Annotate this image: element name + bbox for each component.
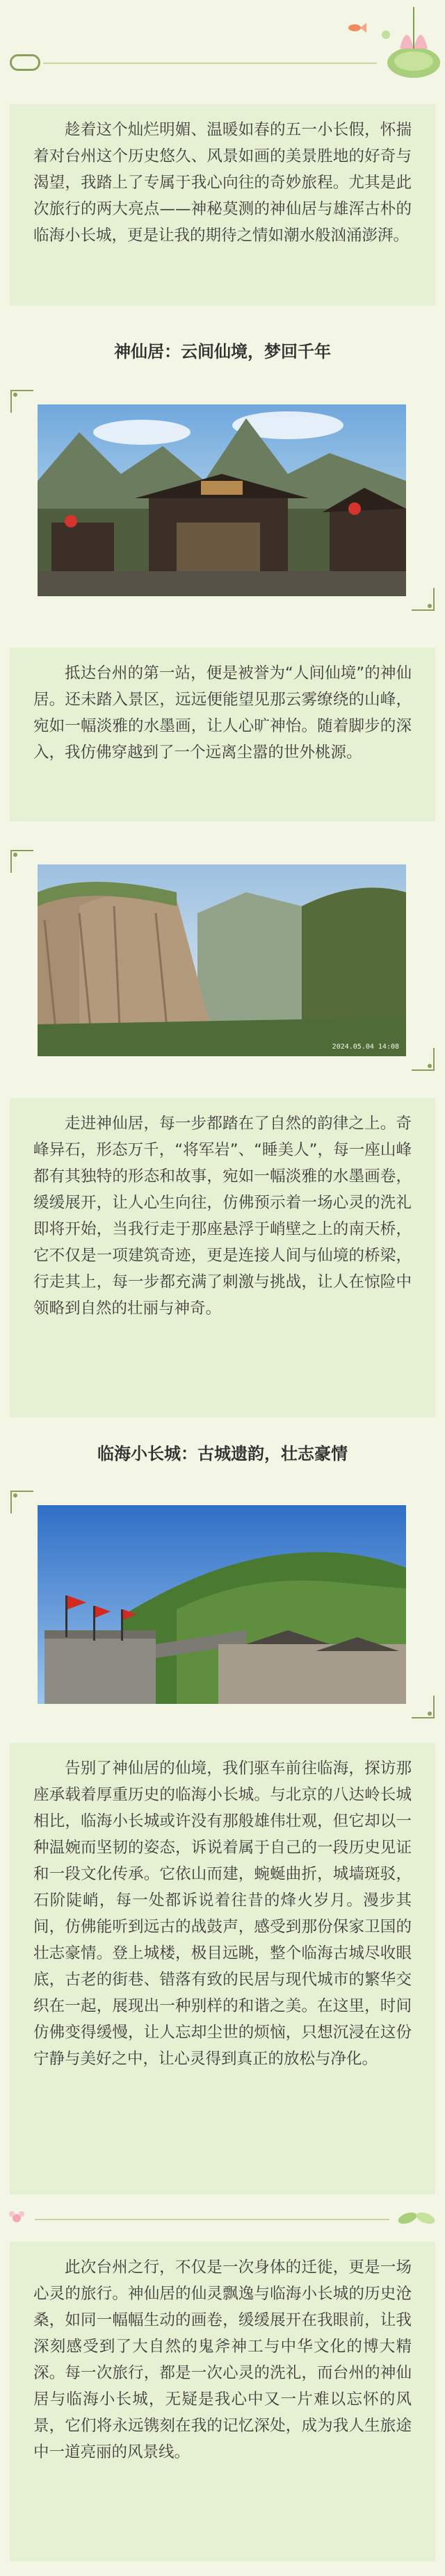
flower-icon	[9, 2211, 24, 2222]
intro-paragraph: 趁着这个灿烂明媚、温暖如春的五一小长假，怀揣着对台州这个历史悠久、风景如画的美景胜地的好奇与渴望，我踏上了专属于我心向往的奇妙旅程。尤其是此次旅行的两大亮点——神秘莫测的神仙居与雄浑古朴的临海小长城，更是让我的期待之情如潮水般汹涌澎湃。	[33, 121, 412, 245]
photo-timestamp: 2024.05.04 14:08	[332, 1043, 399, 1051]
section2-paragraph: 告别了神仙居的仙境，我们驱车前往临海，探访那座承载着厚重历史的临海小长城。与北京的八达岭长城相比，临海小长城或许没有那般雄伟壮观，但它却以一种温婉而坚韧的姿态，诉说着属于自己的一段历史见证和一段文化传承。它依山而建，蜿蜒曲折，城墙斑驳，石阶陡峭，每一处都诉说着往昔的烽火岁月。漫步其间，仿佛能听到远古的战鼓声，感受到那份保家卫国的壮志豪情。登上城楼，极目远眺，整个临海古城尽收眼底，古老的街巷、错落有致的民居与现代城市的繁华交织在一起，展现出一种别样的和谐之美。在这里，时间仿佛变得缓慢，让人忘却尘世的烦恼，只想沉浸在这份宁静与美好之中，让心灵得到真正的放松与净化。	[33, 1759, 412, 2068]
corner-ornament-top-left	[10, 1490, 35, 1515]
divider-line	[43, 63, 377, 64]
section1-paragraph-1: 抵达台州的第一站，便是被誉为“人间仙境”的神仙居。还未踏入景区，远远便能望见那云雾缭绕的山峰，宛如一幅淡雅的水墨画，让人心旷神怡。随着脚步的深入，我仿佛穿越到了一个远离尘嚣的世外桃源。	[33, 664, 412, 762]
top-decoration	[0, 0, 445, 104]
section1-card-1	[10, 648, 435, 821]
shenxianju-cliffs-photo	[38, 864, 406, 1056]
section1-paragraph-2: 走进神仙居，每一步都踏在了自然的韵律之上。奇峰异石，形态万千，“将军岩”、“睡美人”，每一座山峰都有其独特的形态和故事，宛如一幅淡雅的水墨画卷，缓缓展开，让人心生向往，仿佛预示着一场心灵的洗礼即将开始，当我行走于那座悬浮于峭壁之上的南天桥，它不仅是一项建筑奇迹，更是连接人间与仙境的桥梁，行走其上，每一步都充满了刺激与挑战，让人在惊险中领略到自然的壮丽与神奇。	[33, 1115, 412, 1318]
intro-card	[10, 104, 435, 306]
section2-heading: 临海小长城：古城遗韵，壮志豪情	[97, 1444, 348, 1463]
leaf-icon	[396, 2210, 436, 2226]
pill-ornament	[10, 54, 40, 71]
section1-card-2	[10, 1098, 435, 1418]
section2-card	[10, 1743, 435, 2194]
shenxianju-gate-photo	[38, 404, 406, 596]
linhai-great-wall-photo	[38, 1505, 406, 1704]
photo1-frame	[10, 389, 435, 612]
corner-ornament-bottom-right	[410, 1047, 435, 1072]
conclusion-paragraph: 此次台州之行，不仅是一次身体的迁徙，更是一场心灵的旅行。神仙居的仙灵飘逸与临海小长城的历史沧桑，如同一幅幅生动的画卷，缓缓展开在我眼前，让我深刻感受到了大自然的鬼斧神工与中华文化的博大精深。每一次旅行，都是一次心灵的洗礼，而台州的神仙居与临海小长城，无疑是我心中又一片难以忘怀的风景，它们将永远镌刻在我的记忆深处，成为我人生旅途中一道亮丽的风景线。	[33, 2258, 412, 2461]
corner-ornament-top-left	[10, 849, 35, 874]
corner-ornament-top-left	[10, 389, 35, 414]
corner-ornament-bottom-right	[410, 1694, 435, 1719]
corner-ornament-bottom-right	[410, 586, 435, 612]
photo3-frame	[10, 1490, 435, 1719]
section1-heading: 神仙居：云间仙境，梦回千年	[114, 342, 331, 361]
photo2-frame	[10, 849, 435, 1072]
conclusion-card	[10, 2242, 435, 2561]
goldfish-icon	[346, 21, 367, 35]
footer-divider	[0, 2204, 445, 2232]
lotus-leaf-icon	[372, 7, 442, 83]
